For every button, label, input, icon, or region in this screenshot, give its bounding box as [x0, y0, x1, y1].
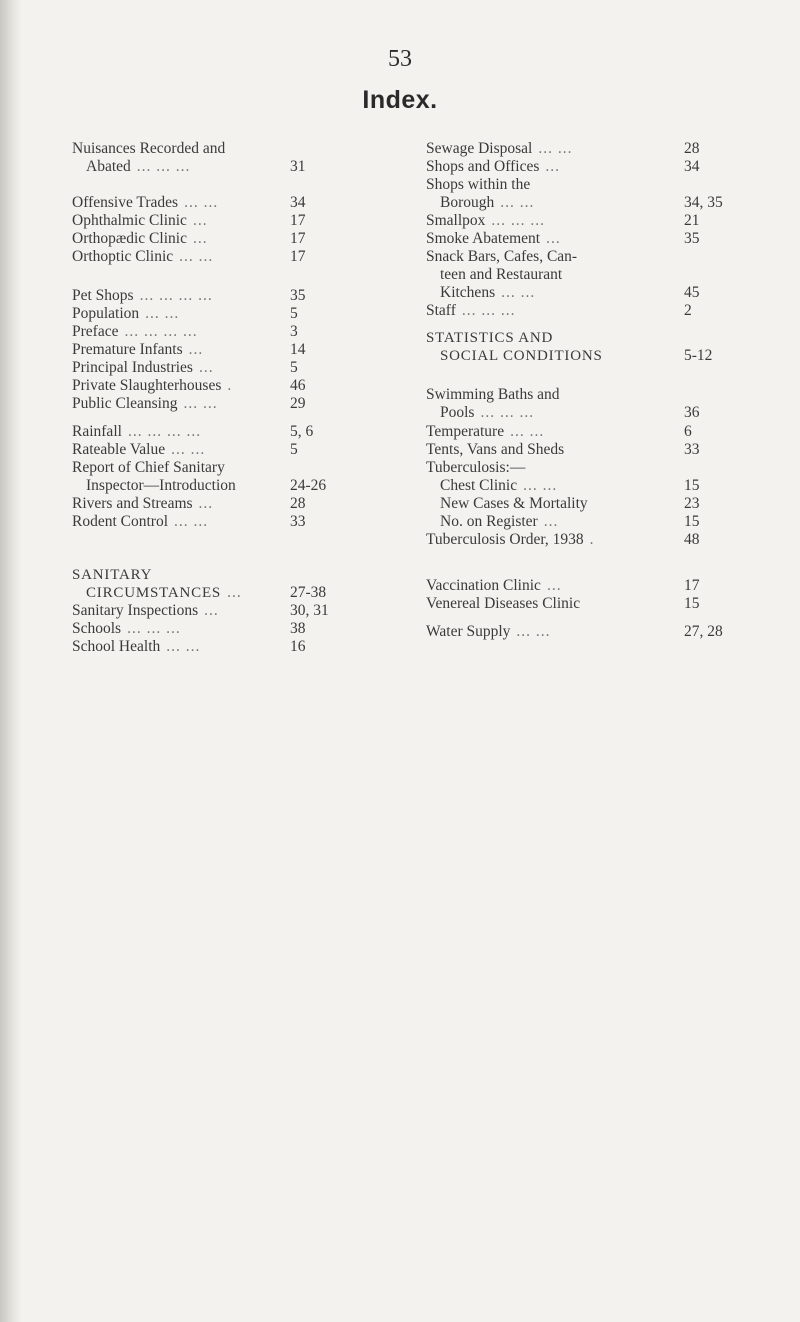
page-reference: 34 [684, 158, 700, 175]
leader-dots: ... ... ... [136, 158, 191, 175]
page-reference: 24-26 [290, 477, 327, 494]
index-entry [72, 341, 372, 359]
page-reference: 17 [684, 577, 700, 594]
index-entry [72, 395, 372, 413]
index-entry [72, 566, 372, 584]
leader-dots: ... ... [183, 395, 218, 412]
page-reference: 5 [290, 359, 298, 376]
leader-dots: ... [188, 341, 204, 358]
index-entry [426, 158, 786, 176]
index-term: Rodent Control [72, 513, 169, 530]
leader-dots: ... ... ... [127, 620, 181, 637]
leader-dots: ... [204, 602, 219, 619]
index-term: Sanitary Inspections [72, 602, 199, 619]
index-term: Preface [72, 323, 119, 340]
leader-dots: ... ... [501, 284, 536, 301]
index-entry [426, 302, 786, 320]
index-entry [72, 620, 372, 638]
index-term: Temperature [426, 423, 505, 440]
index-entry [72, 194, 372, 212]
page-reference: 23 [684, 495, 700, 512]
index-group [426, 140, 786, 320]
page-reference: 33 [290, 513, 306, 530]
leader-dots: ... ... ... [491, 212, 546, 229]
index-entry [426, 404, 786, 422]
index-term: Rivers and Streams [72, 495, 193, 512]
index-entry [72, 441, 372, 459]
leader-dots: ... ... ... ... [124, 323, 198, 340]
index-term: Pools [440, 404, 475, 421]
index-entry [426, 386, 786, 404]
leader-dots: ... ... [523, 477, 558, 494]
index-entry [72, 584, 372, 602]
index-entry [426, 347, 786, 365]
index-term: Public Cleansing [72, 395, 178, 412]
index-term: Premature Infants [72, 341, 183, 358]
index-entry [426, 212, 786, 230]
index-term: Ophthalmic Clinic [72, 212, 187, 229]
leader-dots: ... [192, 230, 208, 247]
leader-dots: ... ... ... ... [139, 287, 213, 304]
page-reference: 5, 6 [290, 423, 314, 440]
index-entry [426, 595, 786, 613]
page-reference: 14 [290, 341, 306, 358]
page-reference: 16 [290, 638, 306, 655]
index-term: teen and Restaurant [440, 266, 563, 283]
index-entry [426, 477, 786, 495]
leader-dots: ... ... [538, 140, 573, 157]
leader-dots: ... ... [171, 441, 206, 458]
index-term: Venereal Diseases Clinic [426, 595, 581, 612]
index-term: Rateable Value [72, 441, 166, 458]
index-entry [72, 602, 372, 620]
index-term: Staff [426, 302, 456, 319]
index-group [426, 386, 786, 422]
index-group [72, 140, 372, 176]
index-term: Smallpox [426, 212, 486, 229]
index-entry [72, 140, 372, 158]
index-entry [72, 212, 372, 230]
index-entry [72, 513, 372, 531]
index-entry [426, 140, 786, 158]
index-term: Report of Chief Sanitary [72, 459, 225, 476]
page-reference: 29 [290, 395, 306, 412]
page-reference: 35 [290, 287, 306, 304]
page-title: Index. [362, 86, 438, 114]
leader-dots: ... [192, 212, 208, 229]
page-reference: 2 [684, 302, 692, 319]
index-term: Abated [86, 158, 131, 175]
page-reference: 34 [290, 194, 306, 211]
index-term: Private Slaughterhouses [72, 377, 222, 394]
page-reference: 46 [290, 377, 306, 394]
index-entry [72, 158, 372, 176]
index-group [72, 194, 372, 266]
index-term: Nuisances Recorded and [72, 140, 226, 157]
leader-dots: ... ... [184, 194, 219, 211]
leader-dots: ... ... [145, 305, 180, 322]
index-entry [426, 459, 786, 477]
index-entry [426, 194, 786, 212]
index-term: Tuberculosis:— [426, 459, 526, 476]
index-entry [72, 230, 372, 248]
index-entry [72, 287, 372, 305]
leader-dots: ... [198, 495, 214, 512]
index-term: Inspector—Introduction [86, 477, 236, 494]
index-term: Orthopædic Clinic [72, 230, 187, 247]
scan-edge-shadow [0, 0, 22, 1322]
leader-dots: ... ... ... ... [127, 423, 202, 440]
leader-dots: ... [543, 513, 559, 530]
leader-dots: ... ... ... [480, 404, 535, 421]
index-entry [72, 495, 372, 513]
page-reference: 17 [290, 230, 306, 247]
index-term: Kitchens [440, 284, 496, 301]
index-term: Population [72, 305, 140, 322]
page-number: 53 [388, 46, 412, 72]
index-group [72, 566, 372, 656]
index-entry [426, 495, 786, 513]
index-term: Borough [440, 194, 495, 211]
index-term: STATISTICS AND [426, 330, 554, 346]
index-term: Orthoptic Clinic [72, 248, 174, 265]
index-group [426, 623, 786, 641]
index-term: Offensive Trades [72, 194, 179, 211]
index-term: Shops within the [426, 176, 531, 193]
leader-dots: ... [198, 359, 214, 376]
leader-dots: ... ... [510, 423, 545, 440]
index-term: Swimming Baths and [426, 386, 560, 403]
leader-dots: ... [227, 584, 242, 601]
index-entry [72, 248, 372, 266]
index-term: Water Supply [426, 623, 511, 640]
index-entry [426, 176, 786, 194]
index-group [72, 423, 372, 531]
index-entry [426, 623, 786, 641]
index-entry [426, 423, 786, 441]
index-entry [72, 459, 372, 477]
index-entry [426, 513, 786, 531]
page-reference: 30, 31 [290, 602, 329, 619]
leader-dots: ... ... [174, 513, 209, 530]
index-term: Chest Clinic [440, 477, 518, 494]
page-reference: 27-38 [290, 584, 327, 601]
index-entry [426, 248, 786, 266]
index-entry [426, 284, 786, 302]
leader-dots: ... [545, 158, 560, 175]
index-term: New Cases & Mortality [440, 495, 588, 512]
index-term: No. on Register [440, 513, 538, 530]
leader-dots: ... [546, 230, 561, 247]
page-reference: 5 [290, 441, 298, 458]
page-reference: 17 [290, 248, 306, 265]
page-reference: 35 [684, 230, 700, 247]
index-term: Shops and Offices [426, 158, 540, 175]
index-term: Tuberculosis Order, 1938 [426, 531, 584, 548]
leader-dots: ... ... [500, 194, 535, 211]
index-term: Principal Industries [72, 359, 193, 376]
page-reference: 5 [290, 305, 298, 322]
index-entry [72, 323, 372, 341]
page-reference: 45 [684, 284, 700, 301]
index-term: SOCIAL CONDITIONS [440, 348, 603, 364]
page-reference: 17 [290, 212, 306, 229]
index-entry [426, 329, 786, 347]
index-term: Smoke Abatement [426, 230, 541, 247]
index-group [426, 423, 786, 549]
index-entry [72, 477, 372, 495]
leader-dots: ... ... [166, 638, 201, 655]
page-reference: 6 [684, 423, 692, 440]
leader-dots: ... ... ... [461, 302, 516, 319]
leader-dots: . [227, 377, 233, 394]
index-entry [426, 230, 786, 248]
index-term: Rainfall [72, 423, 122, 440]
index-entry [426, 266, 786, 284]
index-term: CIRCUMSTANCES [86, 585, 222, 601]
page-reference: 15 [684, 595, 700, 612]
page-reference: 38 [290, 620, 306, 637]
page-reference: 3 [290, 323, 298, 340]
index-group [426, 577, 786, 613]
index-entry [426, 577, 786, 595]
index-term: Schools [72, 620, 122, 637]
page-reference: 34, 35 [684, 194, 723, 211]
leader-dots: ... [546, 577, 562, 594]
index-term: Tents, Vans and Sheds [426, 441, 565, 458]
index-term: Sewage Disposal [426, 140, 533, 157]
index-group [72, 287, 372, 413]
page-reference: 5-12 [684, 347, 713, 364]
index-entry [72, 377, 372, 395]
index-entry [72, 423, 372, 441]
page-reference: 27, 28 [684, 623, 723, 640]
index-entry [426, 441, 786, 459]
leader-dots: ... ... [179, 248, 214, 265]
page-reference: 48 [684, 531, 700, 548]
index-group [426, 329, 786, 365]
page-reference: 28 [290, 495, 306, 512]
page-reference: 33 [684, 441, 700, 458]
index-entry [72, 638, 372, 656]
index-entry [426, 531, 786, 549]
index-term: Snack Bars, Cafes, Can- [426, 248, 578, 265]
index-entry [72, 359, 372, 377]
page-reference: 21 [684, 212, 700, 229]
leader-dots: ... ... [516, 623, 551, 640]
index-entry [72, 305, 372, 323]
leader-dots: . [589, 531, 595, 548]
page-reference: 28 [684, 140, 700, 157]
page-reference: 36 [684, 404, 700, 421]
page-reference: 31 [290, 158, 306, 175]
index-term: Pet Shops [72, 287, 134, 304]
page-reference: 15 [684, 477, 700, 494]
index-term: School Health [72, 638, 161, 655]
page-reference: 15 [684, 513, 700, 530]
index-term: Vaccination Clinic [426, 577, 541, 594]
index-term: SANITARY [72, 567, 153, 583]
